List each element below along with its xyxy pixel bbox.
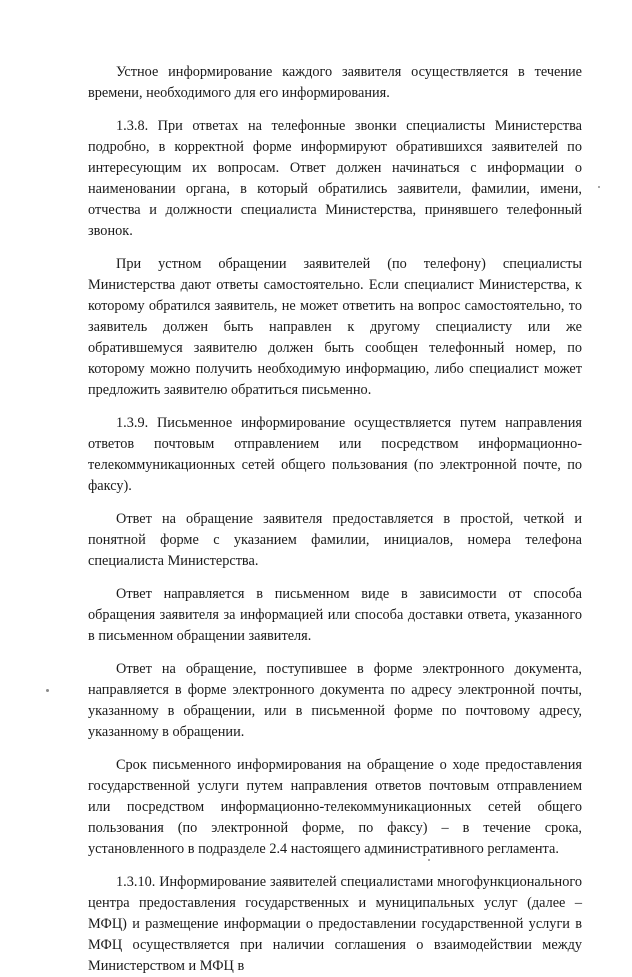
paragraph-9: 1.3.10. Информирование заявителей специалистами многофункционального центра предоставления государственных и муниципальных услуг (далее – МФЦ) и размещение информации о предоставлении государственной услуги в МФЦ осуществляется при наличии соглашения о взаимодействии между Министерством и МФЦ в — [88, 874, 582, 974]
paragraph-8: Срок письменного информирования на обращение о ходе предоставления государственной услуги путем направления ответов почтовым отправлением или посредством информационно-телекоммуникационных сетей общего пользования (по электронной форме, по факсу) – в течение срока, установленного в подразделе 2.4 настоящего административного регламента. — [88, 757, 582, 857]
paragraph-3: При устном обращении заявителей (по телефону) специалисты Министерства дают ответы самостоятельно. Если специалист Министерства, к которому обратился заявитель, не может ответить на вопрос самостоятельно, то заявитель должен быть направлен к другому специалисту или же обратившемуся заявителю должен быть сообщен телефонный номер, по которому можно получить необходимую информацию, либо специалист может предложить заявителю обратиться письменно. — [88, 256, 582, 398]
paragraph-1: Устное информирование каждого заявителя осуществляется в течение времени, необходимого для его информирования. — [88, 64, 582, 101]
paragraph-4: 1.3.9. Письменное информирование осуществляется путем направления ответов почтовым отправлением или посредством информационно-телекоммуникационных сетей общего пользования (по электронной почте, по факсу). — [88, 415, 582, 494]
paragraph-5: Ответ на обращение заявителя предоставляется в простой, четкой и понятной форме с указанием фамилии, инициалов, номера телефона специалиста Министерства. — [88, 511, 582, 569]
paragraph-7: Ответ на обращение, поступившее в форме электронного документа, направляется в форме электронного документа по адресу электронной почты, указанному в обращении, или в письменной форме по почтовому адресу, указанному в обращении. — [88, 661, 582, 740]
scan-speck — [598, 186, 600, 188]
paragraph-2: 1.3.8. При ответах на телефонные звонки специалисты Министерства подробно, в корректной форме информируют обратившихся заявителей по интересующим их вопросам. Ответ должен начинаться с информации о наименовании органа, в который обратились заявители, фамилии, имени, отчества и должности специалиста Министерства, принявшего телефонный звонок. — [88, 118, 582, 239]
scan-speck — [46, 689, 49, 692]
scan-speck — [428, 859, 430, 861]
paragraph-6: Ответ направляется в письменном виде в зависимости от способа обращения заявителя за информацией или способа доставки ответа, указанного в письменном обращении заявителя. — [88, 586, 582, 644]
